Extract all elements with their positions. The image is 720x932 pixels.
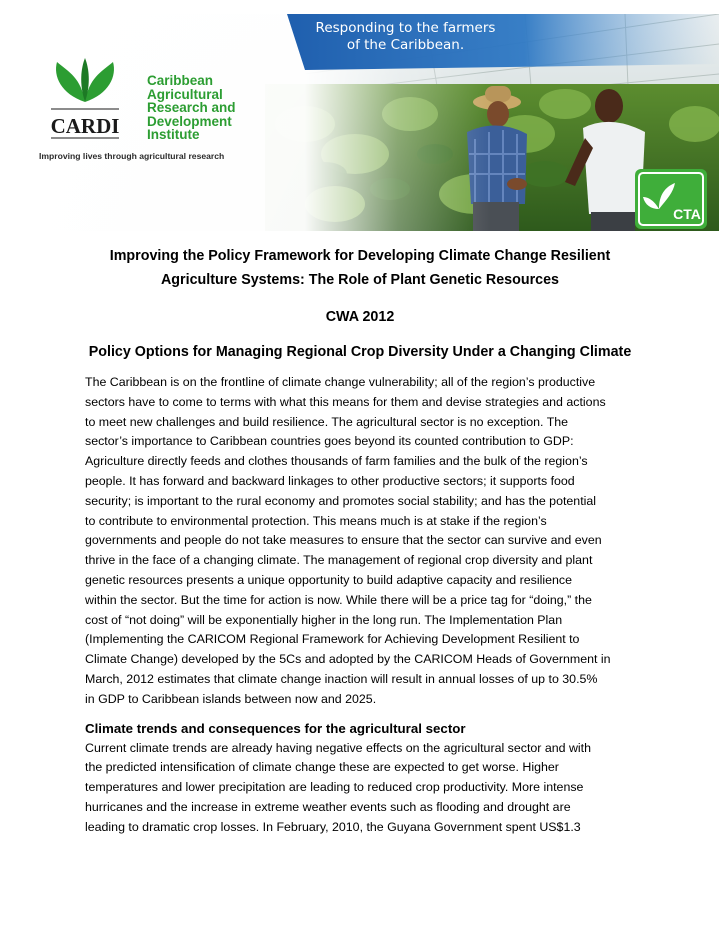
paragraph-line: hurricanes and the increase in extreme weather events such as flooding and drought are [85,799,571,814]
document-body [85,244,635,838]
slogan-band [299,17,719,75]
paragraph-line: sector’s importance to Caribbean countries goes beyond its counted contribution to GDP: [85,434,574,449]
event-label: CWA 2012 [325,309,395,325]
paragraph-line: leading to dramatic crop losses. In February, 2010, the Guyana Government spent US$1.3 [85,819,581,834]
paragraph-line: Current climate trends are already having negative effects on the agricultural sector and with [85,740,591,755]
cta-logo-text: CTA [673,206,701,222]
org-name-line: Agricultural [147,86,223,102]
paragraph-line: people. It has forward and backward linkages to other productive sectors; it supports food [85,473,575,488]
paragraph-line: thrive in the face of a changing climate. The management of regional crop diversity and plant [85,553,593,568]
paragraph-line: temperatures and lower precipitation are leading to reduced crop productivity. More intense [85,780,584,795]
cardi-logo [41,54,129,146]
slogan-line-2: of the Caribbean. [346,37,465,53]
paragraph-line: security; is important to the rural economy and promotes social stability; and has the potential [85,493,597,508]
leaf-icon [56,62,85,102]
paragraph-line: Climate Change) developed by the 5Cs and adopted by the CARICOM Heads of Government in [85,652,611,667]
org-name-line: Caribbean [147,73,214,88]
paragraph-line: sectors have to come to terms with what this means for them and devise strategies and actions [85,394,606,409]
paragraph-line: governments and people do not take measures to ensure that the sector can survive and even [85,533,602,548]
section-heading: Climate trends and consequences for the agricultural sector [85,720,466,736]
paragraph-line: within the sector. But the time for action is now. While there will be a price tag for “doing,” the [85,592,592,607]
paragraph-line: to contribute to environmental protection. This means much is at stake if the region’s [85,513,547,528]
paragraph-line: cost of “not doing” will be exponentially higher in the long run. The Implementation Plan [85,612,563,627]
paragraph-line: (Implementing the CARICOM Regional Framework for Achieving Development Resilient to [85,632,580,647]
section-paragraph [85,739,635,838]
title-line-2: Agriculture Systems: The Role of Plant Genetic Resources [160,272,560,288]
header-banner [5,14,719,231]
org-name-line: Research and [147,100,236,115]
intro-paragraph [85,373,635,710]
paragraph-line: The Caribbean is on the frontline of climate change vulnerability; all of the region’s productive [85,375,596,389]
paragraph-line: genetic resources presents a unique opportunity to build adaptive capacity and resilience [85,572,572,587]
org-name [147,74,236,142]
org-tagline: Improving lives through agricultural research [39,151,225,161]
paragraph-line: the predicted intensification of climate change these are expected to get worse. Higher [85,760,559,775]
document-title [85,244,635,292]
document-subtitle: Policy Options for Managing Regional Crop Diversity Under a Changing Climate [88,344,632,360]
cta-logo [635,169,707,229]
slogan-line-1: Responding to the farmers [315,20,496,36]
org-name-line: Institute [147,127,200,142]
org-name-line: Development [147,113,232,129]
paragraph-line: to meet new challenges and build resilience. The agricultural sector is no exception. The [85,414,569,429]
paragraph-line: in GDP to Caribbean islands between now and 2025. [85,691,377,706]
cardi-logo-text: CARDI [50,114,120,138]
title-line-1: Improving the Policy Framework for Developing Climate Change Resilient [109,248,611,264]
paragraph-line: March, 2012 estimates that climate change inaction will result in annual losses of up to 30.5% [85,671,598,686]
paragraph-line: Agriculture directly feeds and clothes thousands of farm families and the bulk of the region’s [85,454,588,469]
slogan-text [313,20,498,54]
